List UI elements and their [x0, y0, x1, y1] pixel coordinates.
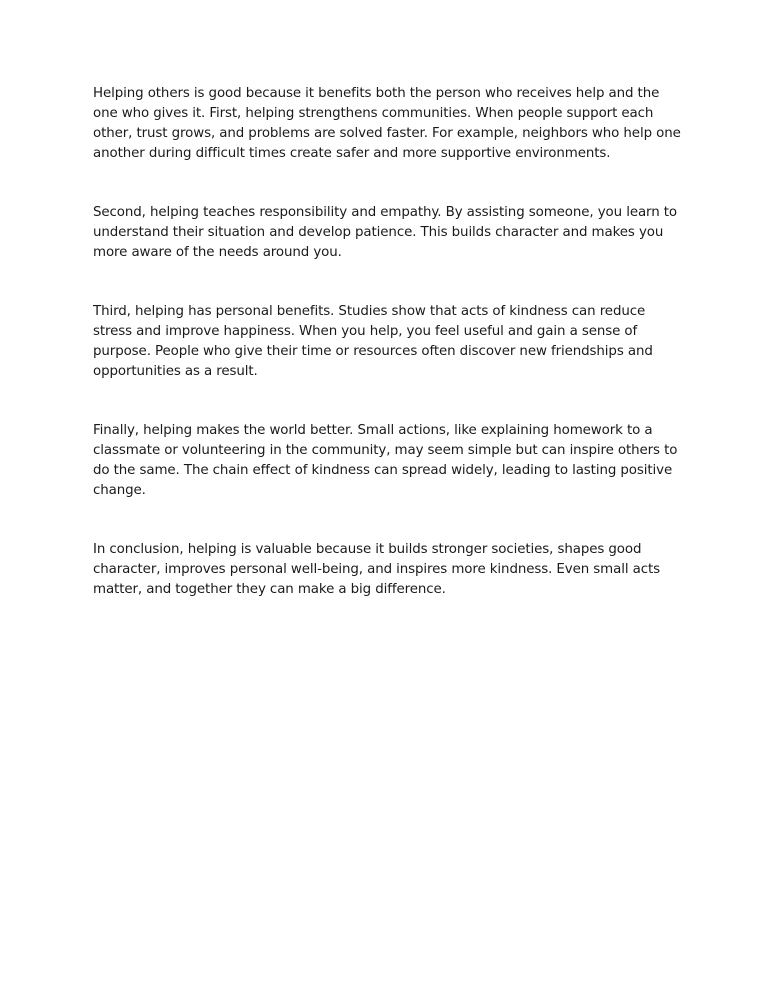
paragraph-finally: Finally, helping makes the world better. Small actions, like explaining homework to a classmate or volunteering in the community, may seem simple but can inspire others to do the same. The chain effect of kindness can spread widely, leading to lasting positive change. — [93, 423, 678, 498]
paragraph-conclusion: In conclusion, helping is valuable because it builds stronger societies, shapes good character, improves personal well-being, and inspires more kindness. Even small acts matter, and together they can make a big difference. — [93, 542, 661, 597]
paragraph-third: Third, helping has personal benefits. Studies show that acts of kindness can reduce stress and improve happiness. When you help, you feel useful and gain a sense of purpose. People who give their time or resources often discover new friendships and opportunities as a result. — [93, 304, 653, 379]
document-body — [93, 84, 683, 639]
paragraph-second: Second, helping teaches responsibility and empathy. By assisting someone, you learn to understand their situation and develop patience. This builds character and makes you more aware of the needs around you. — [93, 205, 678, 260]
paragraph-intro: Helping others is good because it benefits both the person who receives help and the one who gives it. First, helping strengthens communities. When people support each other, trust grows, and problems are solved faster. For example, neighbors who help one another during difficult times create safer and more supportive environments. — [93, 86, 681, 161]
